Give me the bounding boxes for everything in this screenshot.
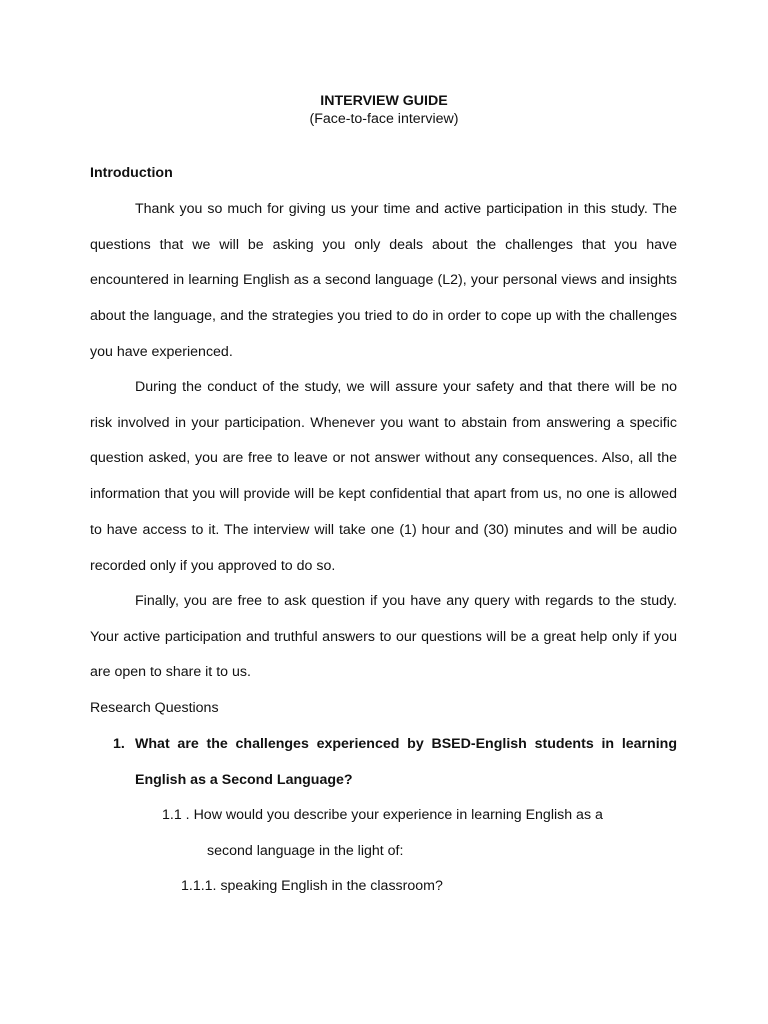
document-subtitle: (Face-to-face interview) (309, 111, 459, 127)
question-1 (113, 727, 677, 798)
question-1-1-1-text: speaking English in the classroom? (220, 878, 443, 894)
document-title: INTERVIEW GUIDE (320, 93, 448, 109)
intro-paragraph-2: During the conduct of the study, we will assure your safety and that there will be no risk involved in your participation. Whenever you want to abstain from answering a specific question asked, you are free to leave or not answer without any consequences. Also, all the information that you will provide will be kept confidential that apart from us, no one is allowed to have access to it. The interview will take one (1) hour and (30) minutes and will be audio recorded only if you approved to do so. (90, 379, 677, 574)
research-questions-label: Research Questions (90, 700, 219, 716)
intro-paragraph-3: Finally, you are free to ask question if you have any query with regards to the study. Your active participation and truthful answers to our questions will be a great help only if you are open to share it to us. (90, 593, 677, 681)
question-1-1-1-number: 1.1.1. (181, 878, 217, 894)
question-1-1-number: 1.1 . (162, 807, 190, 823)
question-1-1-line1: How would you describe your experience in learning English as a (193, 807, 603, 823)
question-1-1-1 (181, 869, 443, 905)
intro-paragraph-1: Thank you so much for giving us your time and active participation in this study. The questions that we will be asking you only deals about the challenges that you have encountered in learning English as a second language (L2), your personal views and insights about the language, and the strategies you tried to do in order to cope up with the challenges you have experienced. (90, 201, 677, 360)
question-1-text: What are the challenges experienced by BSED-English students in learning English as a Second Language? (135, 736, 677, 788)
question-1-1 (162, 798, 603, 869)
introduction-heading: Introduction (90, 165, 173, 181)
question-1-1-line2: second language in the light of: (207, 842, 404, 859)
question-1-number: 1. (113, 736, 125, 752)
